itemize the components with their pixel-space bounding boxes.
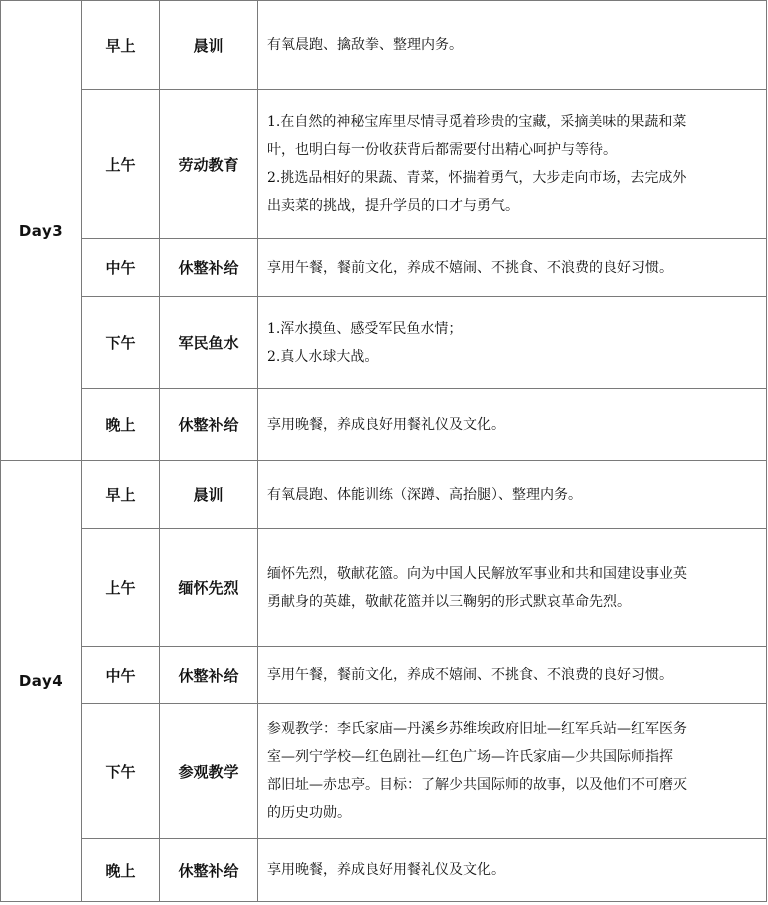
activity-name: 军民鱼水 [160,297,258,389]
description-line: 2.挑选品相好的果蔬、青菜，怀揣着勇气，大步走向市场，去完成外 [267,170,687,186]
activity-description [258,839,767,902]
day-label: Day3 [1,1,82,461]
description-line: 参观教学：李氏家庙—丹溪乡苏维埃政府旧址—红军兵站—红军医务 [267,721,687,737]
time-slot: 上午 [82,529,160,647]
time-slot: 晚上 [82,839,160,902]
description-line: 2.真人水球大战。 [267,348,379,365]
activity-name: 晨训 [160,1,258,90]
table-row [1,704,767,839]
description-line: 部旧址—赤忠亭。目标：了解少共国际师的故事，以及他们不可磨灭 [267,777,687,793]
activity-description [258,1,767,90]
activity-description [258,529,767,647]
activity-description [258,647,767,704]
activity-name: 缅怀先烈 [160,529,258,647]
description-line: 勇献身的英雄，敬献花篮并以三鞠躬的形式默哀革命先烈。 [267,593,631,610]
time-slot: 下午 [82,297,160,389]
table-row [1,529,767,647]
time-slot: 上午 [82,90,160,239]
time-slot: 中午 [82,239,160,297]
time-slot: 早上 [82,461,160,529]
activity-description [258,90,767,239]
activity-name: 参观教学 [160,704,258,839]
description-line: 享用午餐，餐前文化，养成不嬉闹、不挑食、不浪费的良好习惯。 [267,259,673,276]
table-row [1,1,767,90]
description-line: 享用晚餐，养成良好用餐礼仪及文化。 [267,416,505,433]
table-row [1,461,767,529]
description-line: 有氧晨跑、擒敌拳、整理内务。 [267,37,463,53]
description-line: 叶，也明白每一份收获背后都需要付出精心呵护与等待。 [267,142,617,158]
activity-name: 劳动教育 [160,90,258,239]
description-line: 有氧晨跑、体能训练（深蹲、高抬腿）、整理内务。 [267,486,582,503]
table-row [1,647,767,704]
table-row [1,90,767,239]
activity-description [258,239,767,297]
activity-description [258,461,767,529]
activity-name: 休整补给 [160,389,258,461]
activity-name: 休整补给 [160,239,258,297]
activity-name: 休整补给 [160,647,258,704]
description-line: 室—列宁学校—红色剧社—红色广场—许氏家庙—少共国际师指挥 [267,749,673,765]
activity-description [258,297,767,389]
table-row [1,297,767,389]
day-label: Day4 [1,461,82,902]
description-line: 享用晚餐，养成良好用餐礼仪及文化。 [267,862,505,878]
description-line: 缅怀先烈，敬献花篮。向为中国人民解放军事业和共和国建设事业英 [267,565,687,582]
description-line: 1.在自然的神秘宝库里尽情寻觅着珍贵的宝藏，采摘美味的果蔬和菜 [267,114,687,130]
time-slot: 早上 [82,1,160,90]
activity-name: 休整补给 [160,839,258,902]
table-row [1,839,767,902]
activity-name: 晨训 [160,461,258,529]
description-line: 出卖菜的挑战，提升学员的口才与勇气。 [267,198,519,214]
time-slot: 下午 [82,704,160,839]
table-row [1,389,767,461]
time-slot: 中午 [82,647,160,704]
description-line: 享用午餐，餐前文化，养成不嬉闹、不挑食、不浪费的良好习惯。 [267,667,673,683]
table-row [1,239,767,297]
description-line: 1.浑水摸鱼、感受军民鱼水情； [267,320,463,337]
activity-description [258,389,767,461]
description-line: 的历史功勋。 [267,805,351,821]
activity-description [258,704,767,839]
time-slot: 晚上 [82,389,160,461]
